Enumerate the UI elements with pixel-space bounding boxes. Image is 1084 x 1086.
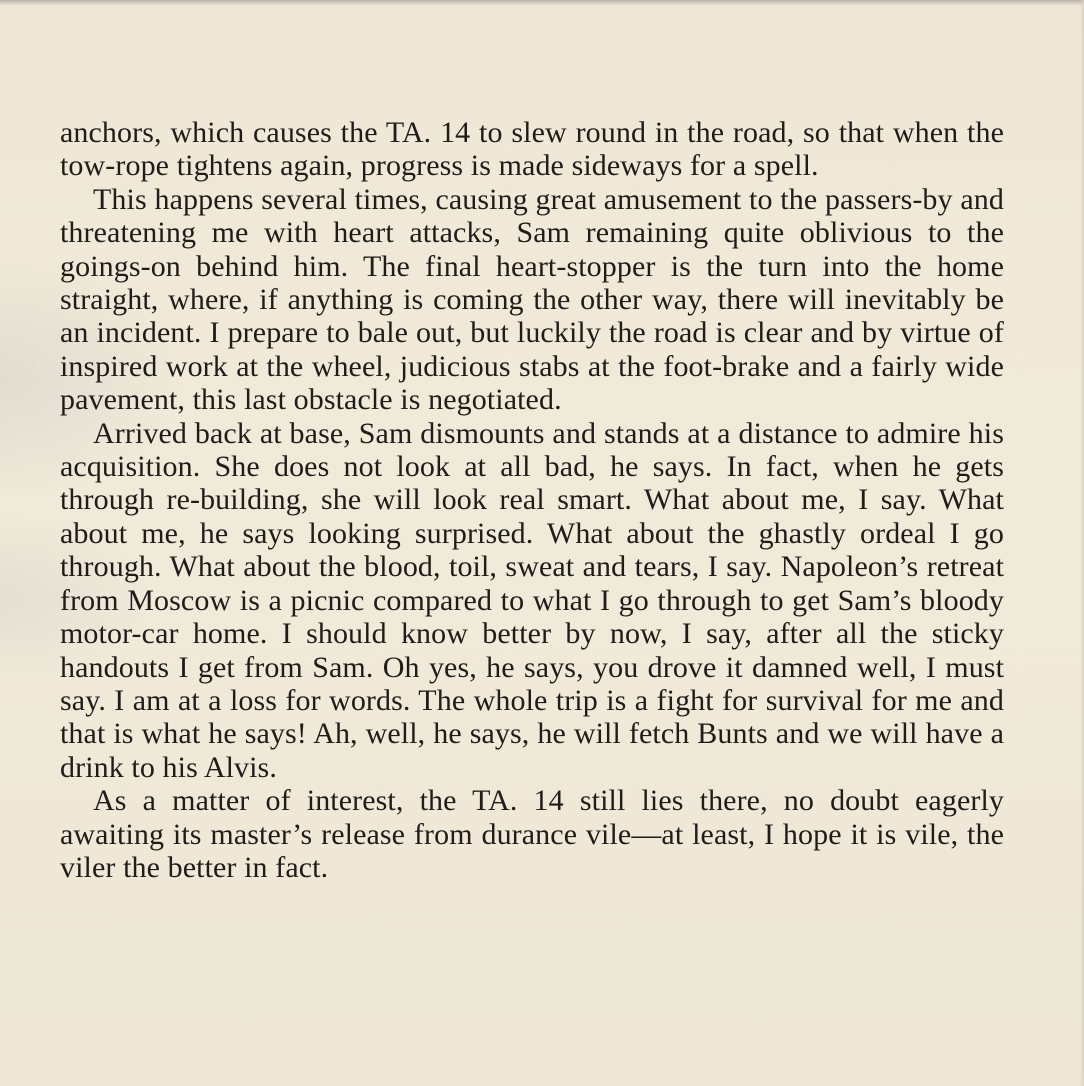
paragraph: Arrived back at base, Sam dismounts and stands at a distance to admire his acquisition. She does not look at all bad, he says. In fact, when he gets through re-building, she will look real smart. What about me, I say. What about me, he says looking surprised. What about the ghastly ordeal I go through. What about the blood, toil, sweat and tears, I say. Napoleon’s retreat from Moscow is a picnic compared to what I go through to get Sam’s bloody motor-car home. I should know better by now, I say, after all the sticky handouts I get from Sam. Oh yes, he says, you drove it damned well, I must say. I am at a loss for words. The whole trip is a fight for survival for me and that is what he says! Ah, well, he says, he will fetch Bunts and we will have a drink to his Alvis. bbox=[60, 416, 1004, 784]
article-body bbox=[60, 116, 1004, 884]
page-top-edge bbox=[0, 0, 1084, 6]
paragraph: This happens several times, causing great amusement to the passers-by and threatening me with heart attacks, Sam remaining quite oblivious to the goings-on behind him. The final heart-stopper is the turn into the home straight, where, if anything is coming the other way, there will inevitably be an incident. I prepare to bale out, but luckily the road is clear and by virtue of inspired work at the wheel, judicious stabs at the foot-brake and a fairly wide pavement, this last obstacle is negotiated. bbox=[60, 182, 1004, 417]
paragraph: As a matter of interest, the TA. 14 still lies there, no doubt eagerly awaiting its master’s release from durance vile—at least, I hope it is vile, the viler the better in fact. bbox=[60, 784, 1004, 884]
paragraph-continued: anchors, which causes the TA. 14 to slew round in the road, so that when the tow-rope tightens again, progress is made sideways for a spell. bbox=[60, 116, 1004, 183]
page-right-edge bbox=[1080, 0, 1084, 1086]
